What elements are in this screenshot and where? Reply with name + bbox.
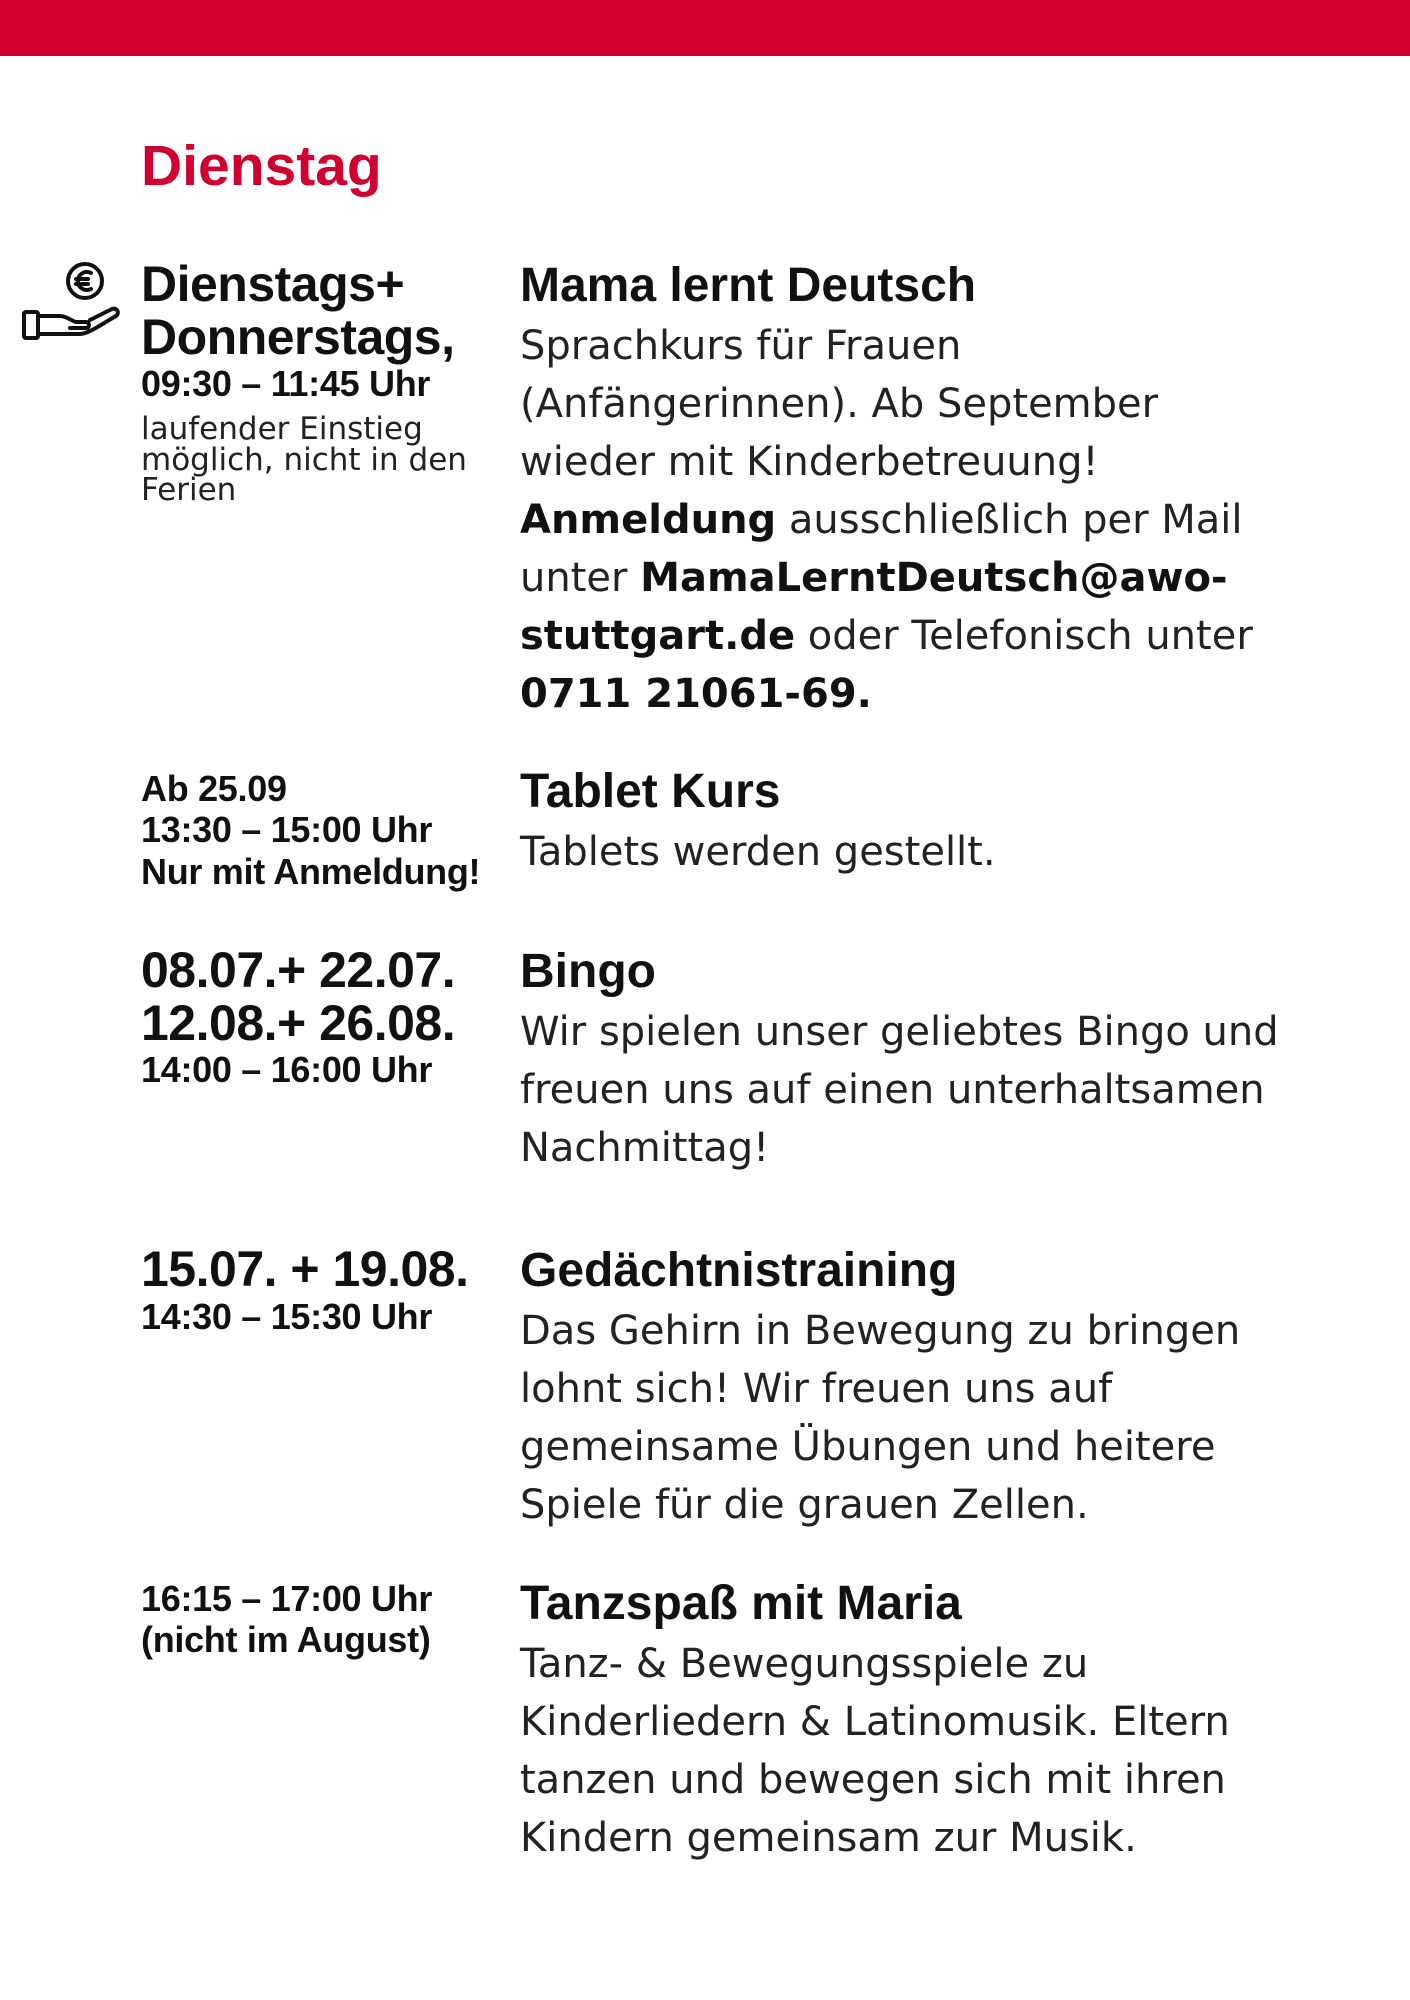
phone-number: 0711 21061-69. xyxy=(520,671,872,718)
event-time: 14:30 – 15:30 Uhr xyxy=(141,1295,433,1337)
event-description xyxy=(520,317,1280,723)
event-title: Bingo xyxy=(520,945,656,998)
event-schedule xyxy=(141,1578,513,1661)
event-schedule xyxy=(141,1243,531,1337)
event-description: Das Gehirn in Bewegung zu bringen lohnt sich! Wir freuen uns auf gemeinsame Übungen und heitere Spiele für die grauen Zellen. xyxy=(520,1308,1241,1529)
event-schedule xyxy=(141,256,513,509)
event-description: Tablets werden gestellt. xyxy=(520,829,996,876)
event-time: 13:30 – 15:00 Uhr xyxy=(141,809,433,851)
event-days: Donnerstags, xyxy=(141,308,455,365)
event-schedule xyxy=(141,944,513,1090)
event-note: laufender Einstieg möglich, nicht in den Ferien xyxy=(141,411,467,509)
event-details xyxy=(520,258,1280,723)
event-details xyxy=(520,1243,1280,1534)
event-title: Tablet Kurs xyxy=(520,765,781,818)
event-schedule xyxy=(141,768,513,892)
event-note: (nicht im August) xyxy=(141,1619,431,1661)
description-intro: Sprachkurs für Frauen (Anfängerinnen). Ab September wieder mit Kinderbetreuung! xyxy=(520,323,1159,486)
event-details xyxy=(520,1576,1280,1867)
event-time: 16:15 – 17:00 Uhr xyxy=(141,1578,433,1619)
event-title: Gedächtnistraining xyxy=(520,1244,958,1297)
phone-text: oder Telefonisch unter xyxy=(807,613,1253,660)
event-description: Tanz- & Bewegungsspiele zu Kinderliedern & Latinomusik. Eltern tanzen und bewegen sich mit ihren Kindern gemeinsam zur Musik. xyxy=(520,1641,1230,1862)
event-start-date: Ab 25.09 xyxy=(141,768,287,809)
event-time: 09:30 – 11:45 Uhr xyxy=(141,363,431,404)
event-details xyxy=(520,764,1280,881)
hand-euro-icon xyxy=(20,260,126,348)
top-accent-bar xyxy=(0,0,1410,56)
event-title: Tanzspaß mit Maria xyxy=(520,1577,962,1630)
event-time: 14:00 – 16:00 Uhr xyxy=(141,1049,433,1090)
registration-label: Anmeldung xyxy=(520,497,777,544)
event-dates: 15.07. + 19.08. xyxy=(141,1241,469,1297)
event-dates: 08.07.+ 22.07. xyxy=(141,942,456,998)
event-registration-note: Nur mit Anmeldung! xyxy=(141,850,481,892)
registration-text: ausschließlich per Mail unter xyxy=(520,497,1243,602)
page-title: Dienstag xyxy=(141,134,382,198)
email-link[interactable]: MamaLerntDeutsch@awo-stuttgart.de xyxy=(520,555,1228,660)
event-details xyxy=(520,944,1280,1177)
event-days: Dienstags+ xyxy=(141,256,405,312)
event-description: Wir spielen unser geliebtes Bingo und freuen uns auf einen unterhaltsamen Nachmittag! xyxy=(520,1009,1279,1172)
event-dates: 12.08.+ 26.08. xyxy=(141,994,456,1051)
event-title: Mama lernt Deutsch xyxy=(520,259,977,312)
